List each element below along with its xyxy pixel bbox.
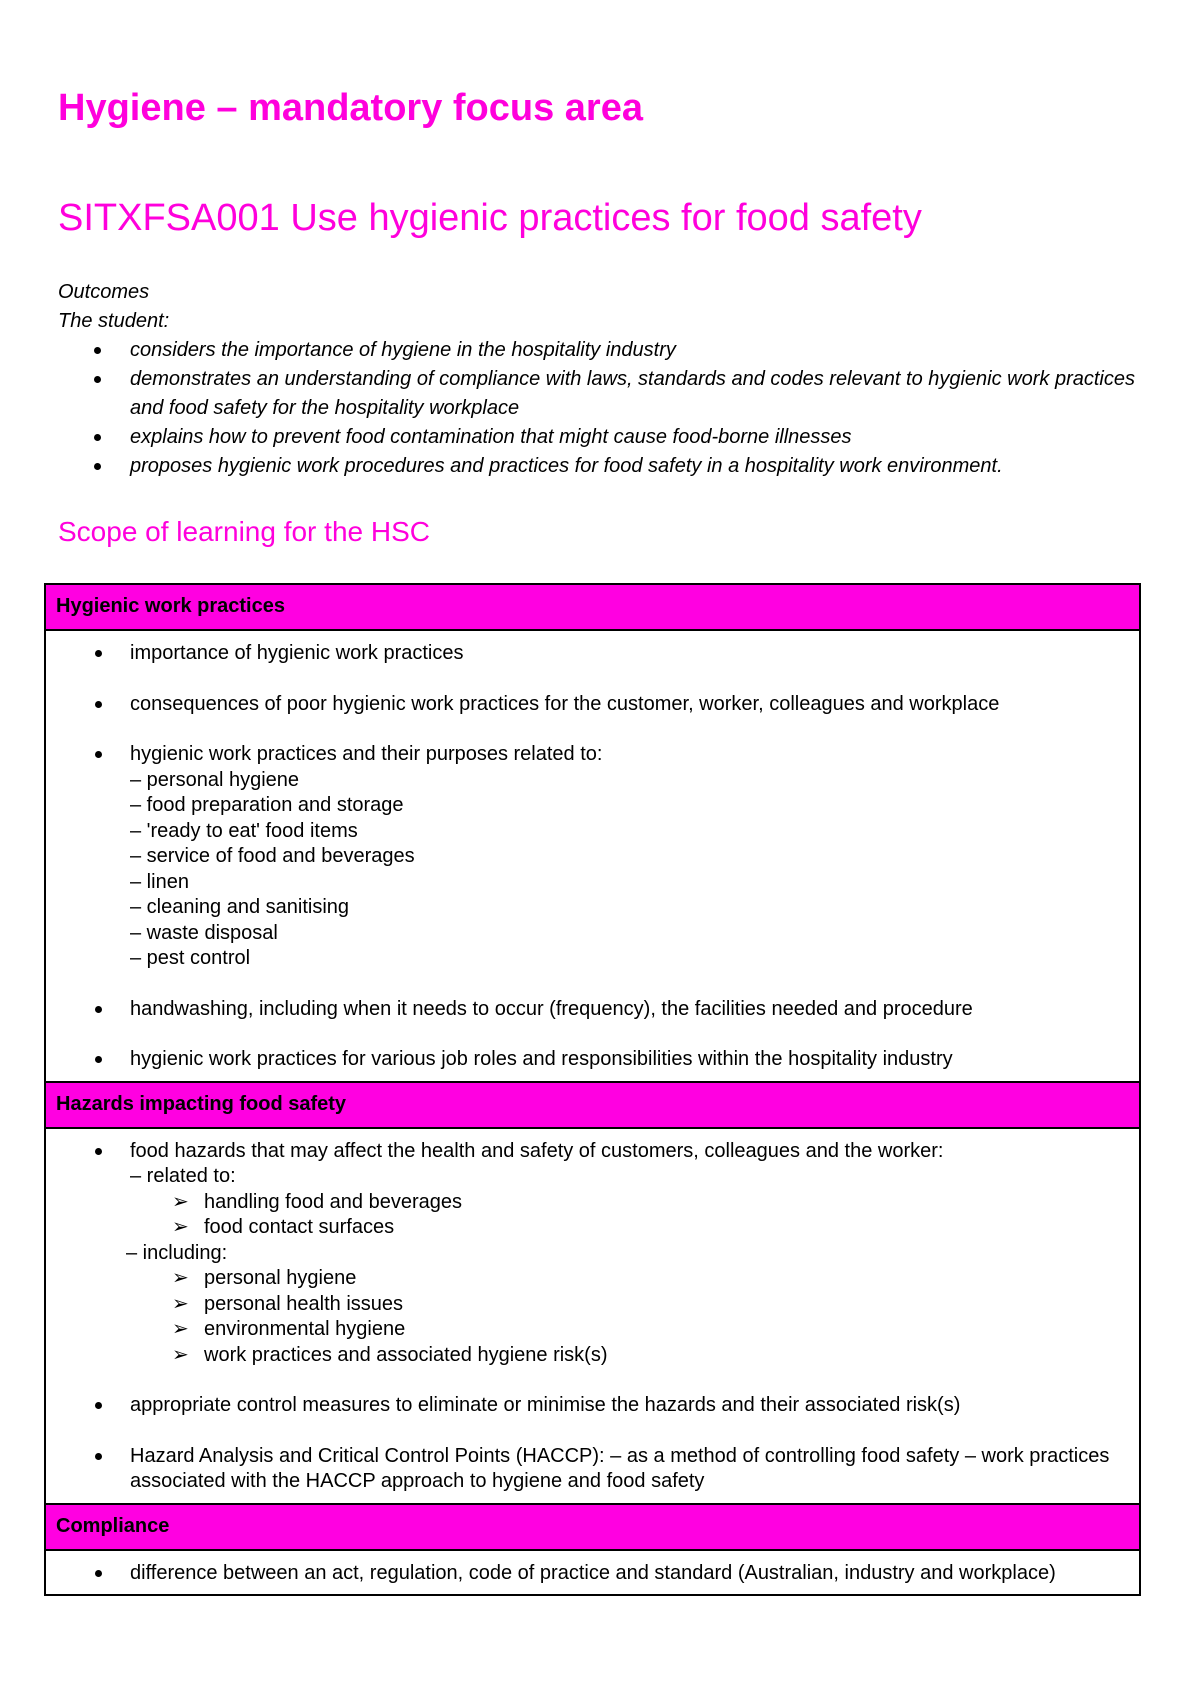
section-heading-compliance: Compliance xyxy=(45,1504,1140,1550)
bullet-icon xyxy=(95,1056,102,1063)
sub-item: – cleaning and sanitising xyxy=(130,896,350,918)
sub-item: – 'ready to eat' food items xyxy=(130,819,358,842)
section-heading-hygienic-work-practices: Hygienic work practices xyxy=(45,584,1140,630)
sub-label: – related to: xyxy=(130,1165,236,1187)
bullet-icon xyxy=(95,650,102,657)
bullet-icon xyxy=(95,701,102,708)
sub-item: – linen xyxy=(130,870,189,893)
arrow-item: ➢ handling food and beverages xyxy=(130,1190,1139,1216)
sub-label: – including: xyxy=(126,1241,228,1264)
bullet-icon xyxy=(94,347,101,354)
arrow-bullet-icon: ➢ xyxy=(172,1190,189,1213)
list-item: consequences of poor hygienic work practices for the customer, worker, colleagues and workplace xyxy=(46,692,1139,718)
list-item: difference between an act, regulation, code of practice and standard (Australian, industry and workplace) xyxy=(46,1561,1139,1587)
arrow-bullet-icon: ➢ xyxy=(172,1267,189,1289)
bullet-icon xyxy=(95,751,102,758)
list-item: hygienic work practices for various job roles and responsibilities within the hospitality industry xyxy=(46,1047,1139,1073)
bullet-icon xyxy=(95,1402,102,1409)
section-body-hazards xyxy=(45,1128,1140,1504)
arrow-item: ➢ personal health issues xyxy=(130,1292,1139,1318)
sub-item: – service of food and beverages xyxy=(130,845,415,867)
bullet-icon xyxy=(94,376,101,383)
outcomes-heading: Outcomes xyxy=(58,281,150,303)
arrow-item: ➢ food contact surfaces xyxy=(130,1215,1139,1241)
section-body-compliance xyxy=(45,1550,1140,1596)
list-item: handwashing, including when it needs to occur (frequency), the facilities needed and procedure xyxy=(46,997,1139,1023)
outcome-item: proposes hygienic work procedures and practices for food safety in a hospitality work environment. xyxy=(58,452,1138,481)
arrow-bullet-icon: ➢ xyxy=(172,1292,189,1315)
sub-item: – food preparation and storage xyxy=(130,794,404,816)
bullet-icon xyxy=(94,463,101,470)
arrow-bullet-icon: ➢ xyxy=(172,1216,189,1238)
bullet-icon xyxy=(95,1006,102,1013)
sub-item: – pest control xyxy=(130,947,251,969)
section-body-hygienic-work-practices xyxy=(45,630,1140,1082)
list-item: importance of hygienic work practices xyxy=(46,641,1139,667)
sub-item: – personal hygiene xyxy=(130,768,300,791)
arrow-item: ➢ personal hygiene xyxy=(130,1266,1139,1292)
list-item: hygienic work practices and their purposes related to: – personal hygiene – food preparation and storage – 'ready to eat' food items – service of food and beverages – linen – cleaning and sanitising – waste disposal – pest control xyxy=(46,742,1139,972)
section-heading-hazards: Hazards impacting food safety xyxy=(45,1082,1140,1128)
outcomes-block xyxy=(58,278,1138,481)
list-item: food hazards that may affect the health and safety of customers, colleagues and the worker: – related to: ➢ handling food and beverages ➢ food contact surfaces – including: ➢ personal hygiene ➢ personal health issues ➢ environmental hygiene ➢ work practices and associated hygiene risk(s) xyxy=(46,1139,1139,1369)
sub-item: – waste disposal xyxy=(130,921,278,944)
outcomes-intro: The student: xyxy=(58,310,170,332)
arrow-item: ➢ work practices and associated hygiene risk(s) xyxy=(130,1343,1139,1369)
arrow-item: ➢ environmental hygiene xyxy=(130,1317,1139,1343)
arrow-bullet-icon: ➢ xyxy=(172,1343,189,1366)
unit-title: SITXFSA001 Use hygienic practices for food safety xyxy=(58,197,922,239)
outcomes-list xyxy=(58,336,1138,481)
page-title: Hygiene – mandatory focus area xyxy=(58,87,643,129)
list-item: appropriate control measures to eliminate or minimise the hazards and their associated risk(s) xyxy=(46,1393,1139,1419)
list-item: Hazard Analysis and Critical Control Points (HACCP): – as a method of controlling food safety – work practices associated with the HACCP approach to hygiene and food safety xyxy=(46,1444,1139,1495)
outcome-item: considers the importance of hygiene in the hospitality industry xyxy=(58,336,1138,365)
outcome-item: demonstrates an understanding of compliance with laws, standards and codes relevant to hygienic work practices and food safety for the hospitality workplace xyxy=(58,365,1138,423)
bullet-icon xyxy=(94,434,101,441)
scope-table xyxy=(44,583,1141,1596)
bullet-icon xyxy=(95,1453,102,1460)
arrow-bullet-icon: ➢ xyxy=(172,1318,189,1340)
bullet-icon xyxy=(95,1148,102,1155)
bullet-icon xyxy=(95,1570,102,1577)
outcome-item: explains how to prevent food contamination that might cause food-borne illnesses xyxy=(58,423,1138,452)
scope-heading: Scope of learning for the HSC xyxy=(58,516,430,547)
